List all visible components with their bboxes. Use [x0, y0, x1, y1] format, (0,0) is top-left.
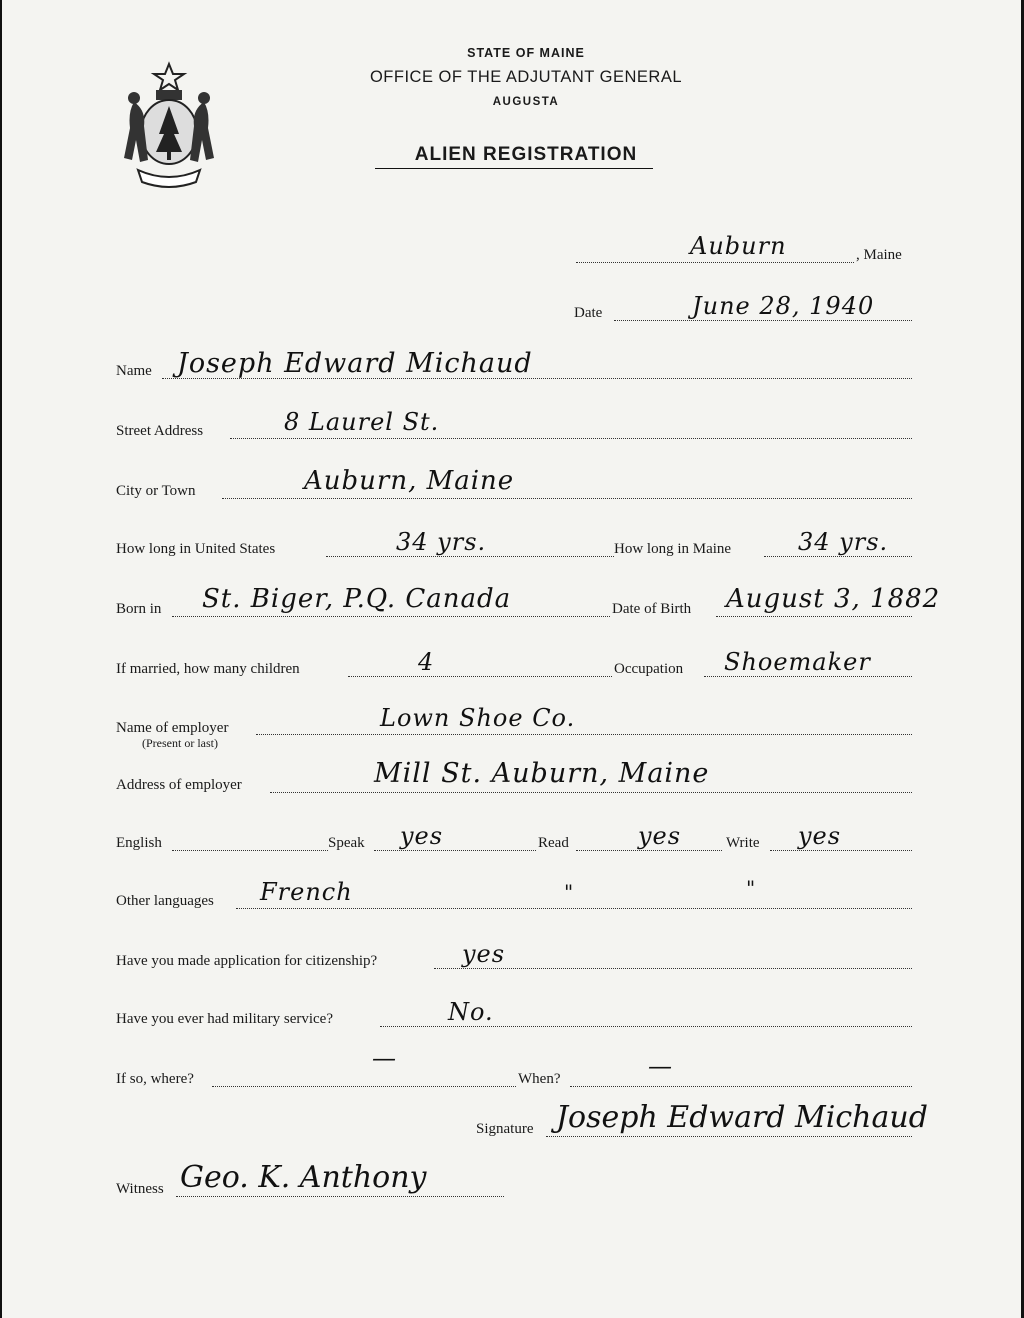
write-label: Write — [726, 835, 760, 851]
date-entry: June 28, 1940 — [692, 292, 875, 320]
citizenship-line — [434, 968, 912, 969]
how-long-maine-line — [764, 556, 912, 557]
speak-line — [374, 850, 536, 851]
office-heading: OFFICE OF THE ADJUTANT GENERAL — [369, 68, 683, 86]
witness-line — [176, 1196, 504, 1197]
citizenship-entry: yes — [462, 940, 506, 968]
witness-label: Witness — [116, 1181, 164, 1197]
read-label: Read — [538, 835, 569, 851]
city-entry: Auburn, Maine — [304, 466, 515, 496]
how-long-maine-entry: 34 yrs. — [798, 528, 889, 556]
if-so-where-label: If so, where? — [116, 1071, 194, 1087]
born-in-label: Born in — [116, 601, 162, 617]
how-long-us-label: How long in United States — [116, 541, 276, 557]
when-label: When? — [518, 1071, 561, 1087]
other-languages-entry: French — [260, 878, 353, 906]
occupation-label: Occupation — [614, 661, 684, 677]
write-line — [770, 850, 912, 851]
employer-note: (Present or last) — [142, 736, 218, 750]
read-line — [576, 850, 722, 851]
speak-entry: yes — [400, 822, 444, 850]
town-entry: Auburn — [690, 232, 787, 260]
read-entry: yes — [638, 822, 682, 850]
street-line — [230, 438, 912, 439]
employer-address-entry: Mill St. Auburn, Maine — [374, 758, 710, 789]
military-label: Have you ever had military service? — [116, 1011, 333, 1027]
employer-name-label: Name of employer — [116, 720, 229, 736]
employer-address-line — [270, 792, 912, 793]
dob-entry: August 3, 1882 — [726, 584, 941, 614]
citizenship-label: Have you made application for citizenship? — [116, 953, 378, 969]
when-line — [570, 1086, 912, 1087]
date-label: Date — [574, 305, 603, 321]
write-entry: yes — [798, 822, 842, 850]
name-label: Name — [116, 363, 152, 379]
where-entry: — — [372, 1044, 397, 1072]
employer-name-line — [256, 734, 912, 735]
signature-label: Signature — [476, 1121, 534, 1137]
born-in-line — [172, 616, 610, 617]
signature-line — [546, 1136, 912, 1137]
speak-label: Speak — [328, 835, 365, 851]
married-line — [348, 676, 612, 677]
employer-entry: Lown Shoe Co. — [380, 704, 576, 732]
state-heading: STATE OF MAINE — [467, 46, 585, 60]
other-write-ditto: " — [746, 876, 757, 900]
military-line — [380, 1026, 912, 1027]
when-entry: — — [648, 1052, 673, 1080]
where-line — [212, 1086, 516, 1087]
title-underline — [375, 168, 653, 169]
town-line — [576, 262, 854, 263]
dob-line — [716, 616, 912, 617]
street-entry: 8 Laurel St. — [284, 408, 440, 436]
married-label: If married, how many children — [116, 661, 300, 677]
city-heading: AUGUSTA — [492, 96, 560, 108]
how-long-us-entry: 34 yrs. — [396, 528, 487, 556]
occupation-line — [704, 676, 912, 677]
children-entry: 4 — [418, 648, 435, 676]
date-line — [614, 320, 912, 321]
maine-label: , Maine — [856, 247, 902, 263]
city-label: City or Town — [116, 483, 196, 499]
other-read-ditto: " — [564, 880, 575, 904]
how-long-maine-label: How long in Maine — [614, 541, 732, 557]
employer-address-label: Address of employer — [116, 777, 242, 793]
born-in-entry: St. Biger, P.Q. Canada — [202, 584, 512, 614]
street-label: Street Address — [116, 423, 204, 439]
military-entry: No. — [448, 998, 494, 1026]
occupation-entry: Shoemaker — [724, 648, 871, 676]
how-long-us-line — [326, 556, 614, 557]
signature-entry: Joseph Edward Michaud — [556, 1100, 928, 1135]
dob-label: Date of Birth — [612, 601, 692, 617]
other-languages-line — [236, 908, 912, 909]
english-line — [172, 850, 328, 851]
other-languages-label: Other languages — [116, 893, 214, 909]
form-title: ALIEN REGISTRATION — [414, 144, 638, 165]
english-label: English — [116, 835, 162, 851]
name-entry: Joseph Edward Michaud — [177, 348, 533, 379]
city-line — [222, 498, 912, 499]
witness-entry: Geo. K. Anthony — [180, 1160, 427, 1195]
